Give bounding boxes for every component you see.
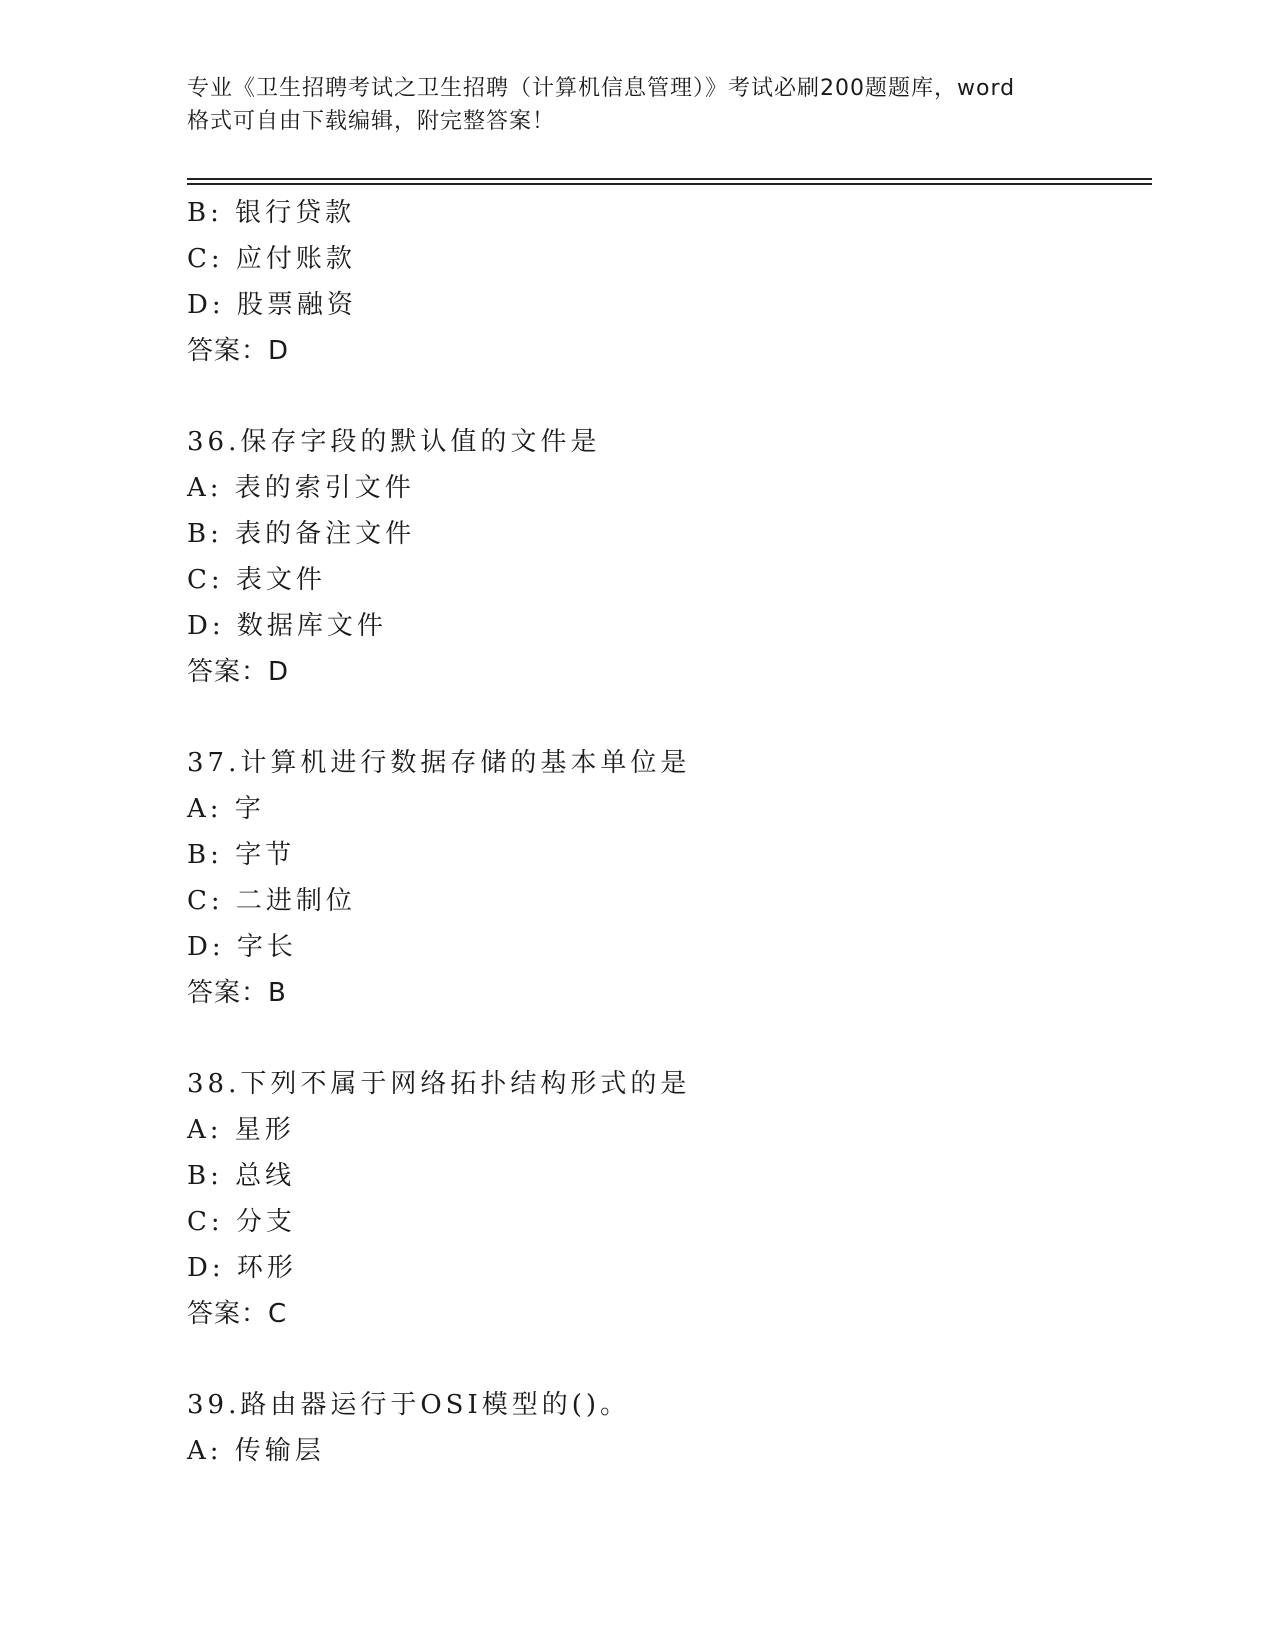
question-stem: 38.下列不属于网络拓扑结构形式的是	[187, 1069, 691, 1099]
question-35-tail	[187, 190, 1152, 374]
question-36	[187, 419, 1152, 695]
option-d: D: 股票融资	[187, 290, 357, 320]
option-a: A: 表的索引文件	[187, 473, 415, 503]
option-b: B: 字节	[187, 840, 296, 870]
option-c: C: 应付账款	[187, 244, 356, 274]
answer: 答案：D	[187, 336, 290, 366]
option-c: C: 二进制位	[187, 886, 356, 916]
option-c: C: 分支	[187, 1207, 296, 1237]
option-b: B: 表的备注文件	[187, 519, 416, 549]
header-line-1: 专业《卫生招聘考试之卫生招聘（计算机信息管理）》考试必刷200题题库，word	[187, 76, 1016, 101]
option-d: D: 字长	[187, 932, 297, 962]
option-a: A: 传输层	[187, 1436, 325, 1466]
header-divider-bottom	[187, 183, 1152, 185]
question-list	[187, 190, 1152, 1474]
question-37	[187, 740, 1152, 1016]
answer: 答案：C	[187, 1299, 288, 1329]
header-divider-top	[187, 178, 1152, 180]
option-b: B: 银行贷款	[187, 198, 356, 228]
option-a: A: 星形	[187, 1115, 295, 1145]
header-line-2: 格式可自由下载编辑，附完整答案！	[187, 109, 556, 134]
question-stem: 36.保存字段的默认值的文件是	[187, 427, 601, 457]
option-a: A: 字	[187, 794, 265, 824]
document-header	[187, 72, 1107, 138]
option-d: D: 环形	[187, 1253, 297, 1283]
answer: 答案：D	[187, 657, 290, 687]
option-b: B: 总线	[187, 1161, 296, 1191]
option-c: C: 表文件	[187, 565, 326, 595]
question-stem: 37.计算机进行数据存储的基本单位是	[187, 748, 691, 778]
question-stem: 39.路由器运行于OSI模型的()。	[187, 1390, 631, 1420]
option-d: D: 数据库文件	[187, 611, 387, 641]
question-38	[187, 1061, 1152, 1337]
answer: 答案：B	[187, 978, 287, 1008]
question-39	[187, 1382, 1152, 1474]
